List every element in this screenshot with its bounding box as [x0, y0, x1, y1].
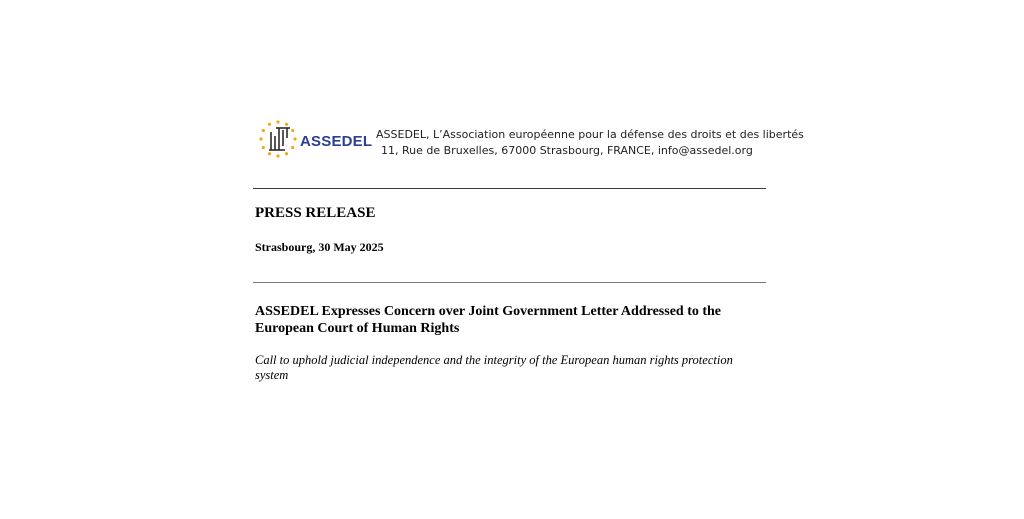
- dateline: Strasbourg, 30 May 2025: [255, 240, 384, 254]
- organization-logo: [256, 116, 373, 166]
- organization-name: ASSEDEL, L’Association européenne pour la défense des droits et des libertés: [376, 128, 804, 141]
- subheadline: Call to uphold judicial independence and the integrity of the European human rights protection system: [255, 353, 733, 382]
- header-divider: [253, 188, 766, 189]
- headline: ASSEDEL Expresses Concern over Joint Government Letter Addressed to the European Court of Human Rights: [255, 304, 722, 336]
- section-divider: [253, 282, 766, 283]
- organization-address: 11, Rue de Bruxelles, 67000 Strasbourg, FRANCE, info@assedel.org: [381, 144, 753, 157]
- eu-stars-scales-icon: [256, 116, 300, 166]
- letterhead: [256, 116, 804, 166]
- document-type: PRESS RELEASE: [255, 205, 376, 221]
- logo-wordmark: ASSEDEL: [300, 133, 373, 150]
